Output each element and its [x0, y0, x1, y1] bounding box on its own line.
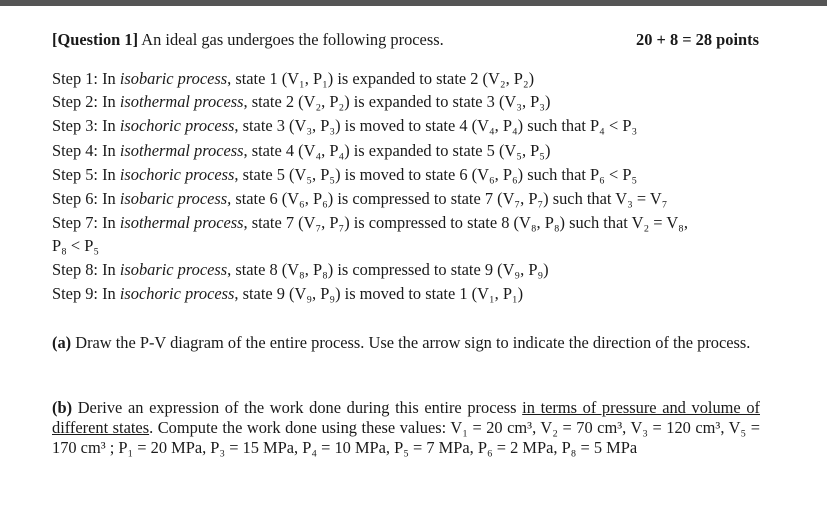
- question-text: An ideal gas undergoes the following process.: [141, 30, 444, 49]
- step-prefix: Step 1: In: [52, 69, 120, 88]
- step-line: [52, 189, 667, 209]
- part-b-label: (b): [52, 398, 73, 417]
- step-line: [52, 236, 99, 256]
- step-line: [52, 284, 523, 304]
- top-border: [0, 0, 827, 6]
- step-process-type: isochoric process: [119, 116, 235, 135]
- part-a-text: Draw the P-V diagram of the entire process. Use the arrow sign to indicate the direction of the process.: [75, 333, 751, 352]
- step-line: [52, 116, 637, 136]
- step-description: P₈ < P₅: [52, 236, 100, 255]
- question-heading: [52, 30, 444, 50]
- step-line: [52, 213, 688, 233]
- question-label: [Question 1]: [52, 30, 139, 49]
- step-prefix: Step 8: In: [52, 260, 120, 279]
- step-description: , state 9 (V₉, P₉) is moved to state 1 (V₁, P₁): [234, 284, 524, 303]
- step-line: [52, 141, 550, 161]
- step-prefix: Step 5: In: [52, 165, 120, 184]
- step-description: , state 1 (V₁, P₁) is expanded to state 2 (V₂, P₂): [227, 69, 535, 88]
- step-prefix: Step 9: In: [52, 284, 120, 303]
- step-description: , state 7 (V₇, P₇) is compressed to state 8 (V₈, P₈) such that V₂ = V₈,: [243, 213, 688, 232]
- step-process-type: isochoric process: [119, 165, 235, 184]
- step-description: , state 5 (V₅, P₅) is moved to state 6 (V₆, P₆) such that P₆ < P₅: [234, 165, 638, 184]
- part-b: [52, 398, 760, 458]
- step-prefix: Step 6: In: [52, 189, 120, 208]
- step-description: , state 4 (V₄, P₄) is expanded to state 5 (V₅, P₅): [243, 141, 551, 160]
- step-prefix: Step 3: In: [52, 116, 120, 135]
- step-description: , state 3 (V₃, P₃) is moved to state 4 (V₄, P₄) such that P₄ < P₃: [234, 116, 638, 135]
- step-description: state 6 (V₆, P₆) is compressed to state 7 (V₇, P₇) such that V₃ = V₇: [231, 189, 668, 208]
- step-process-type: isobaric process,: [119, 189, 232, 208]
- step-line: [52, 92, 550, 112]
- part-b-underlined: in terms of pressure and volume of different states: [52, 398, 760, 437]
- step-line: [52, 165, 637, 185]
- step-process-type: isochoric process: [119, 284, 235, 303]
- points-total: 20 + 8 = 28 points: [636, 30, 759, 49]
- step-line: [52, 260, 549, 280]
- step-process-type: isothermal process: [119, 92, 244, 111]
- part-b-text-after: . Compute the work done using these values: V₁ = 20 cm³, V₂ = 70 cm³, V₃ = 120 cm³, V₅ = 170 cm³ ; P₁ = 20 MPa, P₃ = 15 MPa, P₄ = 10 MPa, P₅ = 7 MPa, P₆ = 2 MPa, P₈ = 5 MPa: [52, 418, 760, 457]
- step-prefix: Step 4: In: [52, 141, 120, 160]
- step-process-type: isobaric process: [119, 69, 228, 88]
- step-process-type: isothermal process: [119, 141, 244, 160]
- step-line: [52, 69, 534, 89]
- step-process-type: isobaric process: [119, 260, 228, 279]
- step-process-type: isothermal process: [119, 213, 244, 232]
- part-a-label: (a): [52, 333, 72, 352]
- step-prefix: Step 7: In: [52, 213, 120, 232]
- step-description: , state 8 (V₈, P₈) is compressed to state 9 (V₉, P₉): [227, 260, 549, 279]
- step-description: , state 2 (V₂, P₂) is expanded to state 3 (V₃, P₃): [243, 92, 551, 111]
- step-prefix: Step 2: In: [52, 92, 120, 111]
- part-a: [52, 333, 760, 353]
- part-b-text-before: Derive an expression of the work done during this entire process: [77, 398, 517, 417]
